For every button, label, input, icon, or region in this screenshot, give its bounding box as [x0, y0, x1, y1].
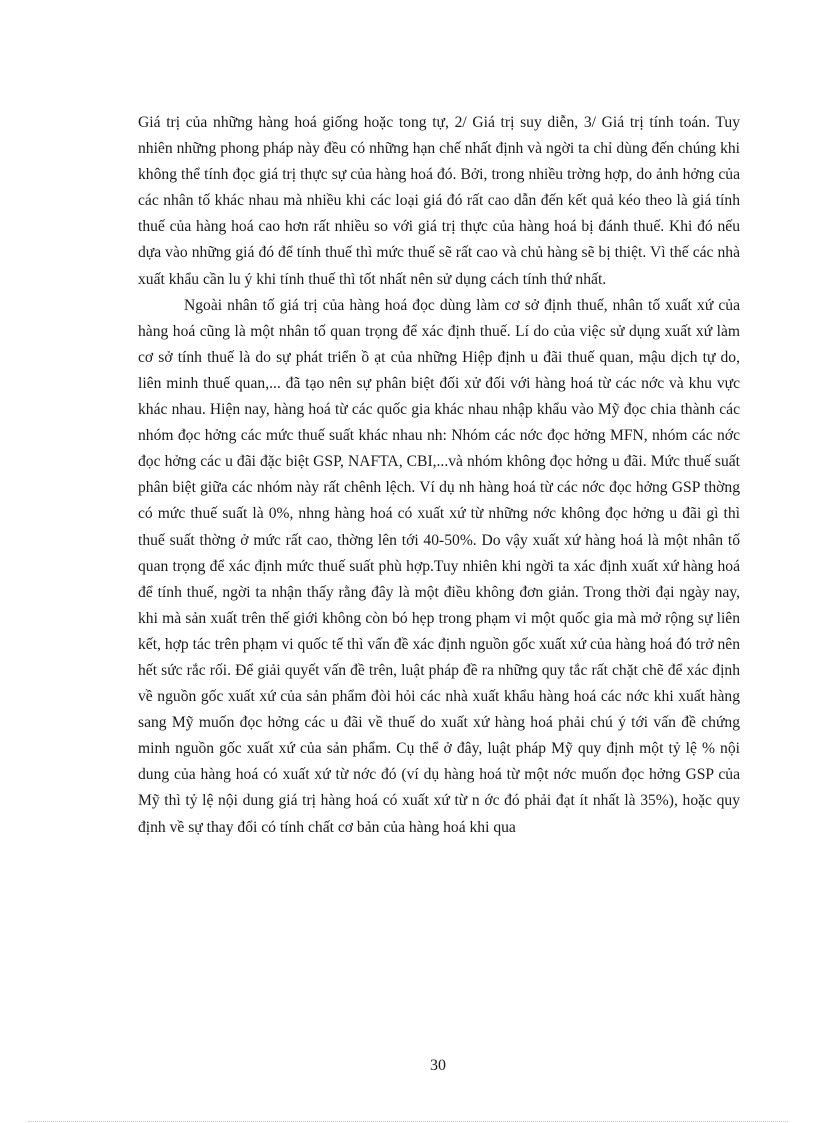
paragraph-1: Giá trị của những hàng hoá giống hoặc tong tự, 2/ Giá trị suy diễn, 3/ Giá trị tính toán. Tuy nhiên những phong pháp này đều có những hạn chế nhất định và ngời ta chỉ dùng đến chúng khi không thể tính đọc giá trị thực sự của hàng hoá đó. Bởi, trong nhiều trờng hợp, do ảnh hởng của các nhân tố khác nhau mà nhiều khi các loại giá đó rất cao dẫn đến kết quả kéo theo là giá tính thuế của hàng hoá cao hơn rất nhiều so với giá trị thực của hàng hoá bị đánh thuế. Khi đó nếu dựa vào những giá đó để tính thuế thì mức thuế sẽ rất cao và chủ hàng sẽ bị thiệt. Vì thế các nhà xuất khẩu cần lu ý khi tính thuế thì tốt nhất nên sử dụng cách tính thứ nhất.	[138, 114, 740, 288]
paragraph-2: Ngoài nhân tố giá trị của hàng hoá đọc dùng làm cơ sở định thuế, nhân tố xuất xứ của hàng hoá cũng là một nhân tố quan trọng để xác định thuế. Lí do của việc sử dụng xuất xứ làm cơ sở tính thuế là do sự phát triển ồ ạt của những Hiệp định u đãi thuế quan, mậu dịch tự do, liên minh thuế quan,... đã tạo nên sự phân biệt đối xử đối với hàng hoá từ các nớc và khu vực khác nhau. Hiện nay, hàng hoá từ các quốc gia khác nhau nhập khẩu vào Mỹ đọc chia thành các nhóm đọc hởng các mức thuế suất khác nhau nh: Nhóm các nớc đọc hởng MFN, nhóm các nớc đọc hởng các u đãi đặc biệt GSP, NAFTA, CBI,...và nhóm không đọc hởng u đãi. Mức thuế suất phân biệt giữa các nhóm này rất chênh lệch. Ví dụ nh hàng hoá từ các nớc đọc hởng GSP thờng có mức thuế suất là 0%, nhng hàng hoá có xuất xứ từ những nớc không đọc hởng u đãi gì thì thuế suất thờng ở mức rất cao, thờng lên tới 40-50%. Do vậy xuất xứ hàng hoá là một nhân tố quan trọng để xác định mức thuế suất phù hợp.Tuy nhiên khi ngời ta xác định xuất xứ hàng hoá để tính thuế, ngời ta nhận thấy rằng đây là một điều không đơn giản. Trong thời đại ngày nay, khi mà sản xuất trên thế giới không còn bó hẹp trong phạm vi một quốc gia mà mở rộng sự liên kết, hợp tác trên phạm vi quốc tế thì vấn đề xác định nguồn gốc xuất xứ của hàng hoá đó trở nên hết sức rắc rối. Để giải quyết vấn đề trên, luật pháp đề ra những quy tắc rất chặt chẽ để xác định về nguồn gốc xuất xứ của sản phẩm đòi hỏi các nhà xuất khẩu hàng hoá các nớc khi xuất hàng sang Mỹ muốn đọc hởng các u đãi về thuế do xuất xứ hàng hoá phải chú ý tới vấn đề chứng minh nguồn gốc xuất xứ của sản phẩm. Cụ thể ở đây, luật pháp Mỹ quy định một tỷ lệ % nội dung của hàng hoá có xuất xứ từ nớc đó (ví dụ hàng hoá từ một nớc muốn đọc hởng GSP của Mỹ thì tỷ lệ nội dung giá trị hàng hoá có xuất xứ từ n ớc đó phải đạt ít nhất là 35%), hoặc quy định về sự thay đổi có tính chất cơ bản của hàng hoá khi qua	[138, 296, 740, 836]
footer-divider	[28, 1121, 788, 1122]
document-body	[138, 110, 740, 841]
page-number: 30	[430, 1057, 446, 1074]
